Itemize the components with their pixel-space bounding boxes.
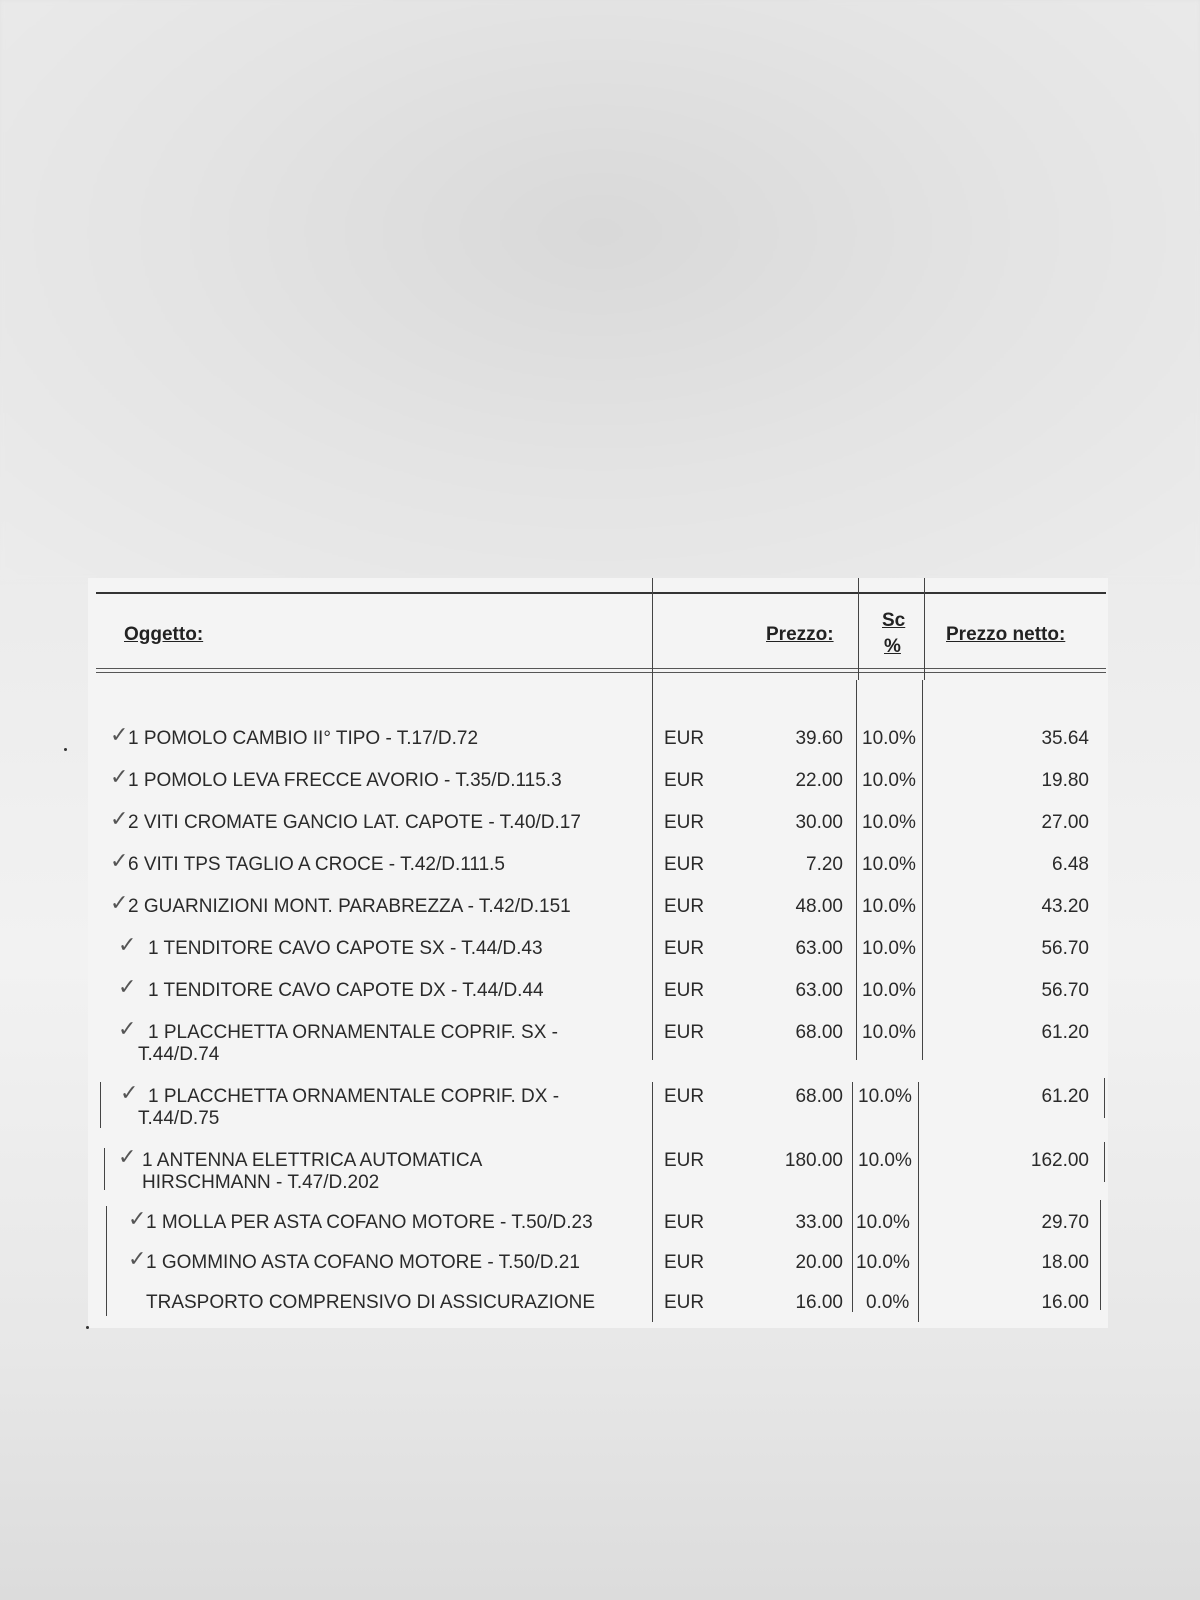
item-description: 2 VITI CROMATE GANCIO LAT. CAPOTE - T.40/D.17 [128,812,581,833]
table-row [0,974,1200,1020]
header-sc: Sc [882,610,906,631]
item-price: 39.60 [795,728,843,749]
item-description: 1 MOLLA PER ASTA COFANO MOTORE - T.50/D.23 [146,1212,593,1233]
checkmark-icon: ✓ [110,848,129,873]
currency: EUR [664,1292,705,1313]
discount-percent: 10.0% [862,896,916,917]
item-price: 68.00 [795,1022,843,1043]
item-price: 22.00 [795,770,843,791]
item-price: 16.00 [795,1292,843,1313]
table-row [0,1206,1200,1252]
table-row [0,1080,1200,1129]
table-top-rule [96,592,1106,594]
discount-percent: 10.0% [862,980,916,1001]
table-row [0,806,1200,852]
col-divider-2-header [858,578,859,680]
item-description: 2 GUARNIZIONI MONT. PARABREZZA - T.42/D.151 [128,896,571,917]
net-price: 61.20 [1041,1086,1089,1107]
col-divider-3-header [924,578,925,680]
discount-percent: 10.0% [862,770,916,791]
table-row [0,932,1200,978]
checkmark-icon: ✓ [118,974,137,999]
item-price: 30.00 [795,812,843,833]
net-price: 61.20 [1041,1022,1089,1043]
checkmark-icon: ✓ [120,1080,139,1105]
net-price: 35.64 [1041,728,1089,749]
discount-percent: 10.0% [858,1086,912,1107]
checkmark-icon: ✓ [110,722,129,747]
currency: EUR [664,896,705,917]
item-description: TRASPORTO COMPRENSIVO DI ASSICURAZIONE [146,1292,596,1313]
item-price: 180.00 [784,1150,843,1171]
item-price: 48.00 [795,896,843,917]
currency: EUR [664,1086,705,1107]
item-price: 63.00 [795,938,843,959]
item-description-continued: T.44/D.75 [138,1108,220,1129]
table-row [0,1016,1200,1065]
table-row [0,1292,1200,1332]
item-description: 1 POMOLO LEVA FRECCE AVORIO - T.35/D.115.3 [128,770,562,791]
checkmark-icon: ✓ [128,1206,147,1231]
currency: EUR [664,980,705,1001]
net-price: 6.48 [1052,854,1089,875]
table-row [0,1144,1200,1193]
net-price: 16.00 [1041,1292,1089,1313]
item-description: 1 GOMMINO ASTA COFANO MOTORE - T.50/D.21 [146,1252,580,1273]
net-price: 18.00 [1041,1252,1089,1273]
discount-percent: 10.0% [856,1212,910,1233]
net-price: 29.70 [1041,1212,1089,1233]
currency: EUR [664,938,705,959]
table-row [0,848,1200,894]
table-row [0,890,1200,936]
header-bottom-rule [96,668,1106,669]
item-price: 7.20 [806,854,843,875]
checkmark-icon: ✓ [118,1144,137,1169]
checkmark-icon: ✓ [118,1016,137,1041]
checkmark-icon: ✓ [110,806,129,831]
currency: EUR [664,1022,705,1043]
discount-percent: 0.0% [866,1292,910,1313]
discount-percent: 10.0% [858,1150,912,1171]
currency: EUR [664,728,705,749]
currency: EUR [664,1212,705,1233]
table-row [0,764,1200,810]
net-price: 43.20 [1041,896,1089,917]
net-price: 27.00 [1041,812,1089,833]
item-description: 6 VITI TPS TAGLIO A CROCE - T.42/D.111.5 [128,854,505,875]
header-net-price: Prezzo netto: [946,624,1066,645]
net-price: 162.00 [1030,1150,1089,1171]
header-bottom-rule-2 [96,672,1106,673]
item-price: 68.00 [795,1086,843,1107]
col-divider-1-header [652,578,653,680]
checkmark-icon: ✓ [110,764,129,789]
item-description: 1 PLACCHETTA ORNAMENTALE COPRIF. SX - [148,1022,558,1043]
header-sc-percent: % [884,636,901,657]
item-price: 33.00 [795,1212,843,1233]
table-row [0,722,1200,768]
discount-percent: 10.0% [862,812,916,833]
discount-percent: 10.0% [862,1022,916,1043]
discount-percent: 10.0% [862,854,916,875]
item-description: 1 TENDITORE CAVO CAPOTE SX - T.44/D.43 [148,938,543,959]
item-description-continued: T.44/D.74 [138,1044,220,1065]
table-row [0,1246,1200,1292]
item-price: 63.00 [795,980,843,1001]
item-description-continued: HIRSCHMANN - T.47/D.202 [142,1172,380,1193]
net-price: 19.80 [1041,770,1089,791]
currency: EUR [664,1150,705,1171]
currency: EUR [664,812,705,833]
net-price: 56.70 [1041,980,1089,1001]
checkmark-icon: ✓ [118,932,137,957]
header-price: Prezzo: [766,624,834,645]
header-item: Oggetto: [124,624,204,645]
checkmark-icon: ✓ [110,890,129,915]
currency: EUR [664,1252,705,1273]
item-price: 20.00 [795,1252,843,1273]
item-description: 1 POMOLO CAMBIO II° TIPO - T.17/D.72 [128,728,479,749]
item-description: 1 PLACCHETTA ORNAMENTALE COPRIF. DX - [148,1086,560,1107]
checkmark-icon: ✓ [128,1246,147,1271]
net-price: 56.70 [1041,938,1089,959]
item-description: 1 ANTENNA ELETTRICA AUTOMATICA [142,1150,483,1171]
discount-percent: 10.0% [856,1252,910,1273]
discount-percent: 10.0% [862,938,916,959]
item-description: 1 TENDITORE CAVO CAPOTE DX - T.44/D.44 [148,980,544,1001]
blurred-header-area [0,0,1200,580]
currency: EUR [664,854,705,875]
discount-percent: 10.0% [862,728,916,749]
currency: EUR [664,770,705,791]
